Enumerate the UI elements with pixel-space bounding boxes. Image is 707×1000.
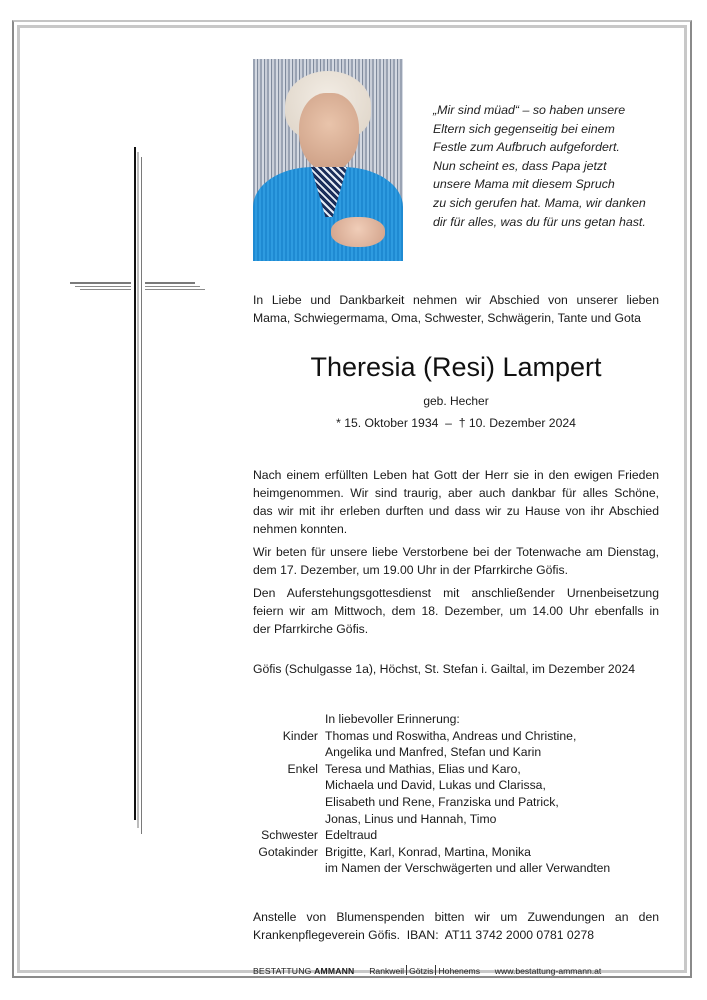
portrait-photo [253, 59, 403, 261]
paragraph-line: heimgenommen. Wir sind traurig, aber auch dankbar für alles Schöne, [253, 486, 659, 500]
quote-line: Nun scheint es, dass Papa jetzt [433, 158, 607, 173]
paragraph-line: das wir mit ihr erleben durften und dass wir zu Hause von ihr Abschied [253, 504, 659, 518]
quote-line: zu sich gerufen hat. Mama, wir danken [433, 195, 646, 210]
family-row [253, 744, 610, 761]
location-hohenems: Hohenems [438, 966, 481, 976]
family-list [253, 711, 610, 877]
intro-line: Mama, Schwiegermama, Oma, Schwester, Schwägerin, Tante und Gota [253, 311, 641, 325]
quote-line: dir für alles, was du für uns getan hast. [433, 214, 646, 229]
family-row [253, 711, 610, 728]
family-label: Schwester [261, 828, 318, 843]
family-row [253, 811, 610, 828]
family-row [253, 860, 610, 877]
cross-arm-left-3 [80, 289, 131, 290]
place-date: Göfis (Schulgasse 1a), Höchst, St. Stefan i. Gailtal, im Dezember 2024 [253, 662, 636, 676]
portrait-hands [331, 217, 385, 247]
cross-arm-right-1 [145, 282, 195, 284]
life-dates: * 15. Oktober 1934 – † 10. Dezember 2024 [336, 416, 576, 430]
family-row [253, 761, 610, 778]
brand-prefix: BESTATTUNG [253, 966, 312, 976]
paragraph-line: dem 17. Dezember, um 19.00 Uhr in der Pfarrkirche Göfis. [253, 563, 568, 577]
paragraph-line: feiern wir am Mittwoch, dem 18. Dezember, um 14.00 Uhr ebenfalls in [253, 604, 659, 618]
family-label [253, 777, 325, 794]
location-goetzis: Götzis [409, 966, 434, 976]
family-names: Michaela und David, Lukas und Clarissa, [325, 778, 546, 793]
donation-line: Anstelle von Blumenspenden bitten wir um Zuwendungen an den [253, 910, 659, 924]
paragraph-line: Nach einem erfüllten Leben hat Gott der Herr sie in den ewigen Frieden [253, 468, 659, 482]
donation-line: Krankenpflegeverein Göfis. IBAN: AT11 3742 2000 0781 0278 [253, 928, 595, 942]
family-label: Enkel [287, 761, 318, 776]
quote-line: unsere Mama mit diesem Spruch [433, 177, 615, 192]
family-label [253, 711, 325, 728]
location-rankweil: Rankweil [369, 966, 405, 976]
paragraph-line: Den Auferstehungsgottesdienst mit anschließender Urnenbeisetzung [253, 586, 659, 600]
donation-note [253, 908, 659, 944]
family-names: Edeltraud [325, 828, 378, 843]
family-names: im Namen der Verschwägerten und aller Verwandten [325, 861, 611, 876]
family-row [253, 844, 610, 861]
separator [435, 965, 436, 975]
cross-arm-left-2 [75, 286, 131, 287]
family-names: Thomas und Roswitha, Andreas und Christine, [325, 728, 577, 743]
paragraph-farewell [253, 466, 659, 538]
cross-arm-left-1 [70, 282, 131, 284]
paragraph-wake [253, 543, 659, 579]
paragraph-funeral [253, 584, 659, 638]
paragraph-line: nehmen konnten. [253, 522, 348, 536]
funeral-home-brand [253, 966, 354, 976]
intro-text [253, 291, 659, 327]
separator [406, 965, 407, 975]
funeral-home-footer [253, 965, 601, 976]
family-label [253, 860, 325, 877]
cross-arm-right-3 [145, 289, 205, 290]
intro-line: In Liebe und Dankbarkeit nehmen wir Abschied von unserer lieben [253, 293, 659, 307]
cross-vertical-black [134, 147, 136, 820]
family-names: Jonas, Linus und Hannah, Timo [325, 811, 497, 826]
family-names: In liebevoller Erinnerung: [325, 712, 460, 726]
family-label: Gotakinder [258, 844, 318, 859]
cross-arm-right-2 [145, 286, 200, 287]
paragraph-line: der Pfarrkirche Göfis. [253, 622, 369, 636]
deceased-name: Theresia (Resi) Lampert [310, 352, 602, 382]
family-names: Angelika und Manfred, Stefan und Karin [325, 745, 542, 760]
quote-line: Eltern sich gegenseitig bei einem [433, 121, 615, 136]
family-names: Elisabeth und Rene, Franziska und Patrick, [325, 794, 559, 809]
memorial-quote [433, 101, 683, 231]
family-row [253, 777, 610, 794]
family-label [253, 744, 325, 761]
paragraph-line: Wir beten für unsere liebe Verstorbene bei der Totenwache am Dienstag, [253, 545, 659, 559]
family-row [253, 794, 610, 811]
portrait-face [299, 93, 359, 171]
family-names: Brigitte, Karl, Konrad, Martina, Monika [325, 844, 531, 859]
family-row [253, 827, 610, 844]
family-row [253, 728, 610, 745]
quote-line: Festle zum Aufbruch aufgefordert. [433, 140, 620, 155]
brand-name: AMMANN [314, 966, 355, 976]
maiden-name: geb. Hecher [423, 394, 489, 408]
family-label [253, 794, 325, 811]
quote-line: „Mir sind müad“ – so haben unsere [433, 103, 626, 117]
cross-vertical-grey [141, 157, 142, 834]
family-label: Kinder [282, 728, 318, 743]
family-names: Teresa und Mathias, Elias und Karo, [325, 761, 521, 776]
cross-vertical-light [137, 152, 139, 828]
family-label [253, 811, 325, 828]
website-link[interactable]: www.bestattung-ammann.at [494, 966, 602, 976]
